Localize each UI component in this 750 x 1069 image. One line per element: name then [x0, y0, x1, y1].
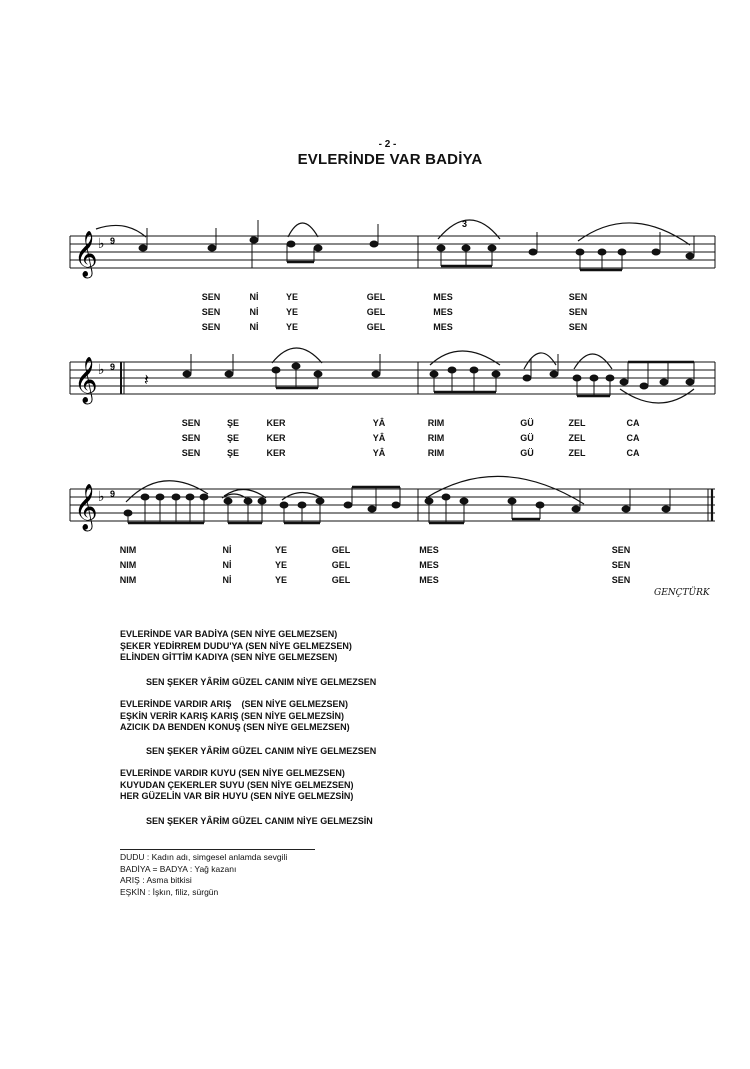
stanza-2 — [120, 699, 350, 734]
lyric-s2-r1-3: KER — [266, 418, 286, 428]
staff-system-2 — [0, 341, 750, 421]
glossary-entry: ARIŞ : Asma bitkisi — [120, 875, 192, 885]
lyric-s2-r2-5: RIM — [427, 433, 445, 443]
lyric-s3-r3-3: YE — [274, 575, 288, 585]
lyric-s2-r2-1: SEN — [181, 433, 201, 443]
lyric-s1-r1-1: SEN — [201, 292, 221, 302]
lyric-s2-r3-4: YÂ — [372, 448, 386, 458]
rest-icon: 𝄽 — [144, 370, 149, 389]
glossary-entry: EŞKİN : İşkın, filiz, sürgün — [120, 886, 219, 897]
lyric-s3-r1-2: Nİ — [222, 545, 232, 555]
lyric-s2-r2-6: GÜ — [520, 433, 534, 443]
lyric-s1-r1-2: Nİ — [249, 292, 259, 302]
flat-icon: ♭ — [98, 236, 105, 252]
lyric-s3-r2-4: GEL — [331, 560, 351, 570]
chorus-1: SEN ŞEKER YÂRİM GÜZEL CANIM NİYE GELMEZSEN — [146, 677, 377, 687]
stanza-line: ŞEKER YEDİRREM DUDU'YA (SEN NİYE GELMEZSEN) — [120, 640, 352, 651]
lyric-s1-r3-5: MES — [433, 322, 453, 332]
chorus-2: SEN ŞEKER YÂRİM GÜZEL CANIM NİYE GELMEZSEN — [146, 746, 377, 756]
lyric-s3-r1-3: YE — [274, 545, 288, 555]
tuplet-mark: 3 — [462, 219, 468, 229]
lyric-s1-r2-1: SEN — [201, 307, 221, 317]
lyric-s1-r1-4: GEL — [366, 292, 386, 302]
lyric-s2-r1-8: CA — [626, 418, 640, 428]
lyric-s2-r2-4: YÂ — [372, 433, 386, 443]
lyric-s2-r2-3: KER — [266, 433, 286, 443]
lyric-s3-r1-6: SEN — [611, 545, 631, 555]
lyric-s2-r3-8: CA — [626, 448, 640, 458]
lyric-s3-r2-2: Nİ — [222, 560, 232, 570]
lyric-s1-r1-5: MES — [433, 292, 453, 302]
treble-clef-icon: 𝄞 — [74, 357, 98, 403]
stanza-line: KUYUDAN ÇEKERLER SUYU (SEN NİYE GELMEZSEN) — [120, 779, 354, 790]
lyric-s2-r1-6: GÜ — [520, 418, 534, 428]
lyric-s2-r2-7: ZEL — [568, 433, 586, 443]
lyric-s1-r2-3: YE — [285, 307, 299, 317]
stanza-3 — [120, 768, 354, 803]
lyric-s2-r1-5: RIM — [427, 418, 445, 428]
stanza-line: AZICIK DA BENDEN KONUŞ (SEN NİYE GELMEZSEN) — [120, 722, 350, 732]
lyric-s2-r1-7: ZEL — [568, 418, 586, 428]
lyric-s3-r3-6: SEN — [611, 575, 631, 585]
lyric-s2-r3-3: KER — [266, 448, 286, 458]
glossary-entry: BADİYA = BADYA : Yağ kazanı — [120, 863, 237, 874]
stanza-line: EVLERİNDE VARDIR ARIŞ (SEN NİYE GELMEZSEN) — [120, 699, 349, 709]
chorus-3: SEN ŞEKER YÂRİM GÜZEL CANIM NİYE GELMEZSİN — [146, 816, 373, 826]
stanza-line: EVLERİNDE VAR BADİYA (SEN NİYE GELMEZSEN) — [120, 629, 338, 639]
treble-clef-icon: 𝄞 — [74, 484, 98, 530]
lyric-s2-r2-8: CA — [626, 433, 640, 443]
staff-system-3 — [0, 468, 750, 548]
stanza-line: EŞKİN VERİR KARIŞ KARIŞ (SEN NİYE GELMEZSİN) — [120, 710, 345, 721]
lyric-s1-r3-6: SEN — [568, 322, 588, 332]
lyric-s1-r2-4: GEL — [366, 307, 386, 317]
lyric-s3-r2-3: YE — [274, 560, 288, 570]
lyric-s2-r3-2: ŞE — [226, 448, 240, 458]
lyric-s3-r2-1: NIM — [119, 560, 137, 570]
lyric-s1-r2-2: Nİ — [249, 307, 259, 317]
song-title: EVLERİNDE VAR BADİYA — [297, 151, 483, 168]
lyric-s1-r2-5: MES — [433, 307, 453, 317]
lyric-s2-r3-6: GÜ — [520, 448, 534, 458]
lyric-s1-r1-3: YE — [285, 292, 299, 302]
lyric-s3-r1-5: MES — [419, 545, 439, 555]
stanza-line: HER GÜZELİN VAR BİR HUYU (SEN NİYE GELMEZSİN) — [120, 791, 354, 801]
lyric-s2-r3-1: SEN — [181, 448, 201, 458]
lyric-s2-r3-7: ZEL — [568, 448, 586, 458]
lyric-s2-r2-2: ŞE — [226, 433, 240, 443]
footnote-divider — [120, 849, 315, 850]
lyric-s2-r1-2: ŞE — [226, 418, 240, 428]
lyric-s2-r1-1: SEN — [181, 418, 201, 428]
lyric-s1-r2-6: SEN — [568, 307, 588, 317]
flat-icon: ♭ — [98, 489, 105, 505]
lyric-s3-r1-1: NIM — [119, 545, 137, 555]
lyric-s3-r2-5: MES — [419, 560, 439, 570]
lyric-s3-r3-4: GEL — [331, 575, 351, 585]
lyric-s1-r3-2: Nİ — [249, 322, 259, 332]
lyric-s1-r1-6: SEN — [568, 292, 588, 302]
lyric-s3-r1-4: GEL — [331, 545, 351, 555]
time-signature: 9 — [110, 362, 116, 372]
lyric-s3-r3-2: Nİ — [222, 575, 232, 585]
lyric-s1-r3-1: SEN — [201, 322, 221, 332]
stanza-line: ELİNDEN GİTTİM KADIYA (SEN NİYE GELMEZSEN) — [120, 652, 338, 662]
time-signature: 9 — [110, 489, 116, 499]
staff-system-1 — [0, 215, 750, 295]
time-signature: 9 — [110, 236, 116, 246]
lyric-s2-r1-4: YÂ — [372, 418, 386, 428]
lyric-s3-r3-5: MES — [419, 575, 439, 585]
page-number: - 2 - — [378, 139, 397, 150]
stanza-line: EVLERİNDE VARDIR KUYU (SEN NİYE GELMEZSEN) — [120, 768, 345, 778]
lyric-s1-r3-3: YE — [285, 322, 299, 332]
treble-clef-icon: 𝄞 — [74, 231, 98, 277]
lyric-s2-r3-5: RIM — [427, 448, 445, 458]
stanza-1 — [120, 629, 352, 664]
composer-signature: GENÇTÜRK — [654, 588, 710, 598]
flat-icon: ♭ — [98, 362, 105, 378]
glossary — [120, 852, 287, 898]
lyric-s1-r3-4: GEL — [366, 322, 386, 332]
lyric-s3-r3-1: NIM — [119, 575, 137, 585]
lyric-s3-r2-6: SEN — [611, 560, 631, 570]
glossary-entry: DUDU : Kadın adı, simgesel anlamda sevgili — [120, 852, 288, 862]
